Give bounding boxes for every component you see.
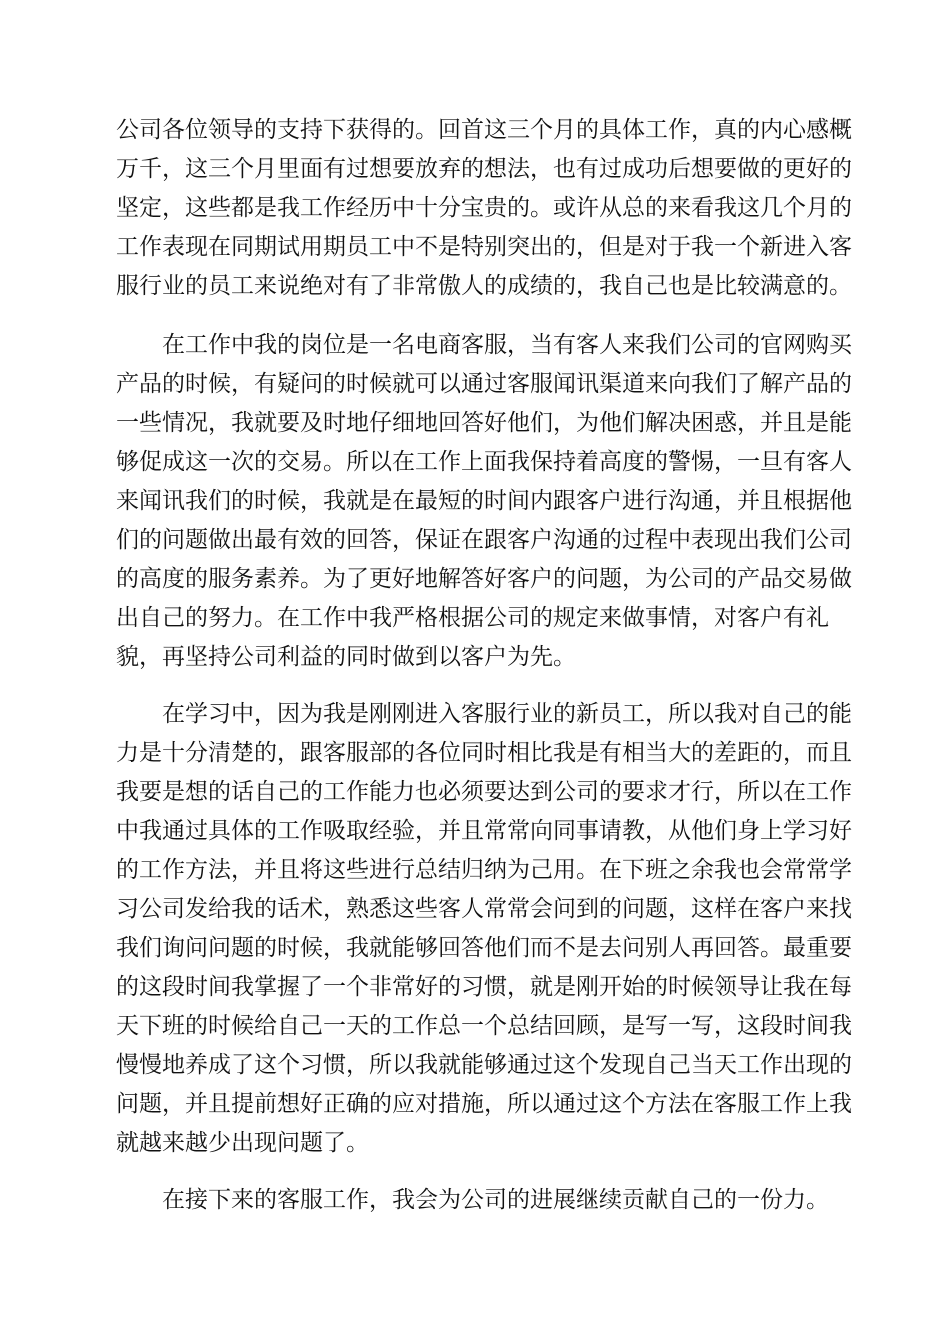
- paragraph-3-line-1: 在学习中，因为我是刚刚进入客服行业的新员工，所以我对自己的能: [162, 701, 852, 727]
- paragraph-4-line-1: 在接下来的客服工作，我会为公司的进展继续贡献自己的一份力。: [162, 1187, 829, 1213]
- paragraph-2-line-6: 们的问题做出最有效的回答，保证在跟客户沟通的过程中表现出我们公司: [116, 527, 852, 553]
- paragraph-1-line-1: 公司各位领导的支持下获得的。回首这三个月的具体工作，真的内心感概: [116, 117, 852, 143]
- paragraph-3-line-10: 慢慢地养成了这个习惯，所以我就能够通过这个发现自己当天工作出现的: [116, 1052, 852, 1078]
- paragraph-3-line-5: 的工作方法，并且将这些进行总结归纳为己用。在下班之余我也会常常学: [116, 857, 852, 883]
- paragraph-2-line-2: 产品的时候，有疑问的时候就可以通过客服闻讯渠道来向我们了解产品的: [116, 371, 852, 397]
- paragraph-3-line-9: 天下班的时候给自己一天的工作总一个总结回顾，是写一写，这段时间我: [116, 1013, 852, 1039]
- paragraph-2-line-3: 一些情况，我就要及时地仔细地回答好他们，为他们解决困惑，并且是能: [116, 410, 852, 436]
- paragraph-3-line-2: 力是十分清楚的，跟客服部的各位同时相比我是有相当大的差距的，而且: [116, 740, 852, 766]
- paragraph-3-line-11: 问题，并且提前想好正确的应对措施，所以通过这个方法在客服工作上我: [116, 1091, 852, 1117]
- paragraph-3-line-8: 的这段时间我掌握了一个非常好的习惯，就是刚开始的时候领导让我在每: [116, 974, 852, 1000]
- paragraph-1-line-5: 服行业的员工来说绝对有了非常傲人的成绩的，我自己也是比较满意的。: [116, 273, 852, 299]
- paragraph-1-line-4: 工作表现在同期试用期员工中不是特别突出的，但是对于我一个新进入客: [116, 234, 852, 260]
- paragraph-2-line-1: 在工作中我的岗位是一名电商客服，当有客人来我们公司的官网购买: [162, 332, 852, 358]
- paragraph-3-line-3: 我要是想的话自己的工作能力也必须要达到公司的要求才行，所以在工作: [116, 779, 852, 805]
- paragraph-2-line-8: 出自己的努力。在工作中我严格根据公司的规定来做事情，对客户有礼: [116, 605, 829, 631]
- paragraph-2-line-5: 来闻讯我们的时候，我就是在最短的时间内跟客户进行沟通，并且根据他: [116, 488, 852, 514]
- paragraph-3-line-6: 习公司发给我的话术，熟悉这些客人常常会问到的问题，这样在客户来找: [116, 896, 852, 922]
- paragraph-2-line-7: 的高度的服务素养。为了更好地解答好客户的问题，为公司的产品交易做: [116, 566, 852, 592]
- paragraph-3-line-12: 就越来越少出现问题了。: [116, 1130, 369, 1156]
- paragraph-3-line-4: 中我通过具体的工作吸取经验，并且常常向同事请教，从他们身上学习好: [116, 818, 852, 844]
- paragraph-1-line-3: 坚定，这些都是我工作经历中十分宝贵的。或许从总的来看我这几个月的: [116, 195, 852, 221]
- paragraph-2-line-9: 貌，再坚持公司利益的同时做到以客户为先。: [116, 644, 576, 670]
- paragraph-1-line-2: 万千，这三个月里面有过想要放弃的想法，也有过成功后想要做的更好的: [116, 156, 852, 182]
- paragraph-2-line-4: 够促成这一次的交易。所以在工作上面我保持着高度的警惕，一旦有客人: [116, 449, 852, 475]
- paragraph-3-line-7: 我们询问问题的时候，我就能够回答他们而不是去问别人再回答。最重要: [116, 935, 852, 961]
